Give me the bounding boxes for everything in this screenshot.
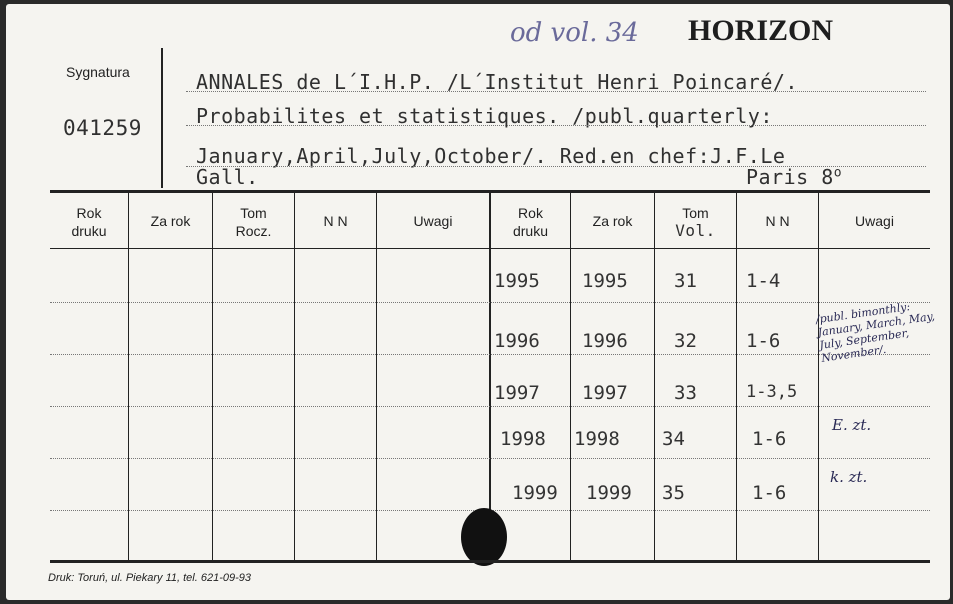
row-nn: 1-4 <box>746 270 781 292</box>
header-nn-left <box>295 212 376 230</box>
header-text: druku <box>71 223 107 239</box>
row-tom: 32 <box>674 330 697 352</box>
header-text: Rok <box>76 205 102 221</box>
header-text: Uwagi <box>413 213 453 229</box>
header-text-vol: Vol. <box>675 221 716 240</box>
header-text: Uwagi <box>855 213 894 229</box>
punch-hole <box>461 508 507 566</box>
table-bottom-rule <box>50 560 930 563</box>
row-tom: 33 <box>674 382 697 404</box>
description-line-2: Probabilites et statistiques. /publ.quarterly: <box>196 104 773 128</box>
row-za-rok: 1995 <box>582 270 628 292</box>
header-text: N N <box>323 213 348 229</box>
header-text: Rok <box>518 205 543 221</box>
row-za-rok: 1997 <box>582 382 628 404</box>
header-tom-right <box>655 204 736 240</box>
header-text: Rocz. <box>235 223 272 239</box>
row-rule <box>50 458 930 459</box>
description-line-4: Gall. <box>196 165 259 189</box>
rule-2 <box>186 125 926 126</box>
row-uwagi-note: k. zt. <box>830 468 868 486</box>
row-za-rok: 1998 <box>574 428 620 450</box>
sygnatura-divider <box>161 48 163 188</box>
header-rok-druku-left <box>50 204 128 240</box>
row-uwagi-note: E. zt. <box>832 416 872 434</box>
row-rok: 1997 <box>494 382 540 404</box>
header-text: Tom <box>240 205 267 221</box>
place <box>746 165 842 189</box>
row-tom: 31 <box>674 270 697 292</box>
header-text: Tom <box>682 205 709 221</box>
rule-1 <box>186 91 926 92</box>
row-nn: 1-6 <box>746 330 781 352</box>
header-uwagi-right <box>819 212 930 230</box>
row-rok: 1995 <box>494 270 540 292</box>
catalog-card <box>6 4 950 600</box>
horizon-stamp: HORIZON <box>688 14 834 47</box>
row-tom: 35 <box>662 482 685 504</box>
row-rok: 1999 <box>512 482 558 504</box>
header-text: druku <box>512 223 549 239</box>
sygnatura-label: Sygnatura <box>66 64 130 80</box>
row-rule <box>50 302 930 303</box>
volume-note: od vol. 34 <box>510 18 639 48</box>
header-text: Za rok <box>592 213 633 229</box>
header-tom-left <box>213 204 294 240</box>
header-uwagi-left <box>377 212 489 230</box>
row-za-rok: 1996 <box>582 330 628 352</box>
sygnatura-value: 041259 <box>63 116 142 140</box>
header-rule <box>50 248 930 249</box>
header-text: N N <box>765 213 790 229</box>
header-za-rok-right <box>571 212 654 230</box>
description-line-3: January,April,July,October/. Red.en chef:J.F.Le <box>196 144 786 168</box>
row-rok: 1998 <box>500 428 546 450</box>
header-nn-right <box>737 212 818 230</box>
header-rok-druku-right <box>491 204 570 240</box>
header-za-rok-left <box>129 212 212 230</box>
row-rule <box>50 406 930 407</box>
place-sup: o <box>833 165 843 181</box>
row-za-rok: 1999 <box>586 482 632 504</box>
header-text: Za rok <box>150 213 191 229</box>
place-text: Paris 8 <box>746 165 834 189</box>
row-nn: 1-3,5 <box>746 382 798 402</box>
row-rule <box>50 354 930 355</box>
printer-footer: Druk: Toruń, ul. Piekary 11, tel. 621-09-93 <box>48 572 251 584</box>
row-tom: 34 <box>662 428 685 450</box>
row-uwagi-note: /publ. bimonthly: January, March, May, July, September, November/. <box>815 300 936 365</box>
row-nn: 1-6 <box>752 428 787 450</box>
description-line-1: ANNALES de L´I.H.P. /L´Institut Henri Poincaré/. <box>196 70 798 94</box>
row-nn: 1-6 <box>752 482 787 504</box>
row-rok: 1996 <box>494 330 540 352</box>
